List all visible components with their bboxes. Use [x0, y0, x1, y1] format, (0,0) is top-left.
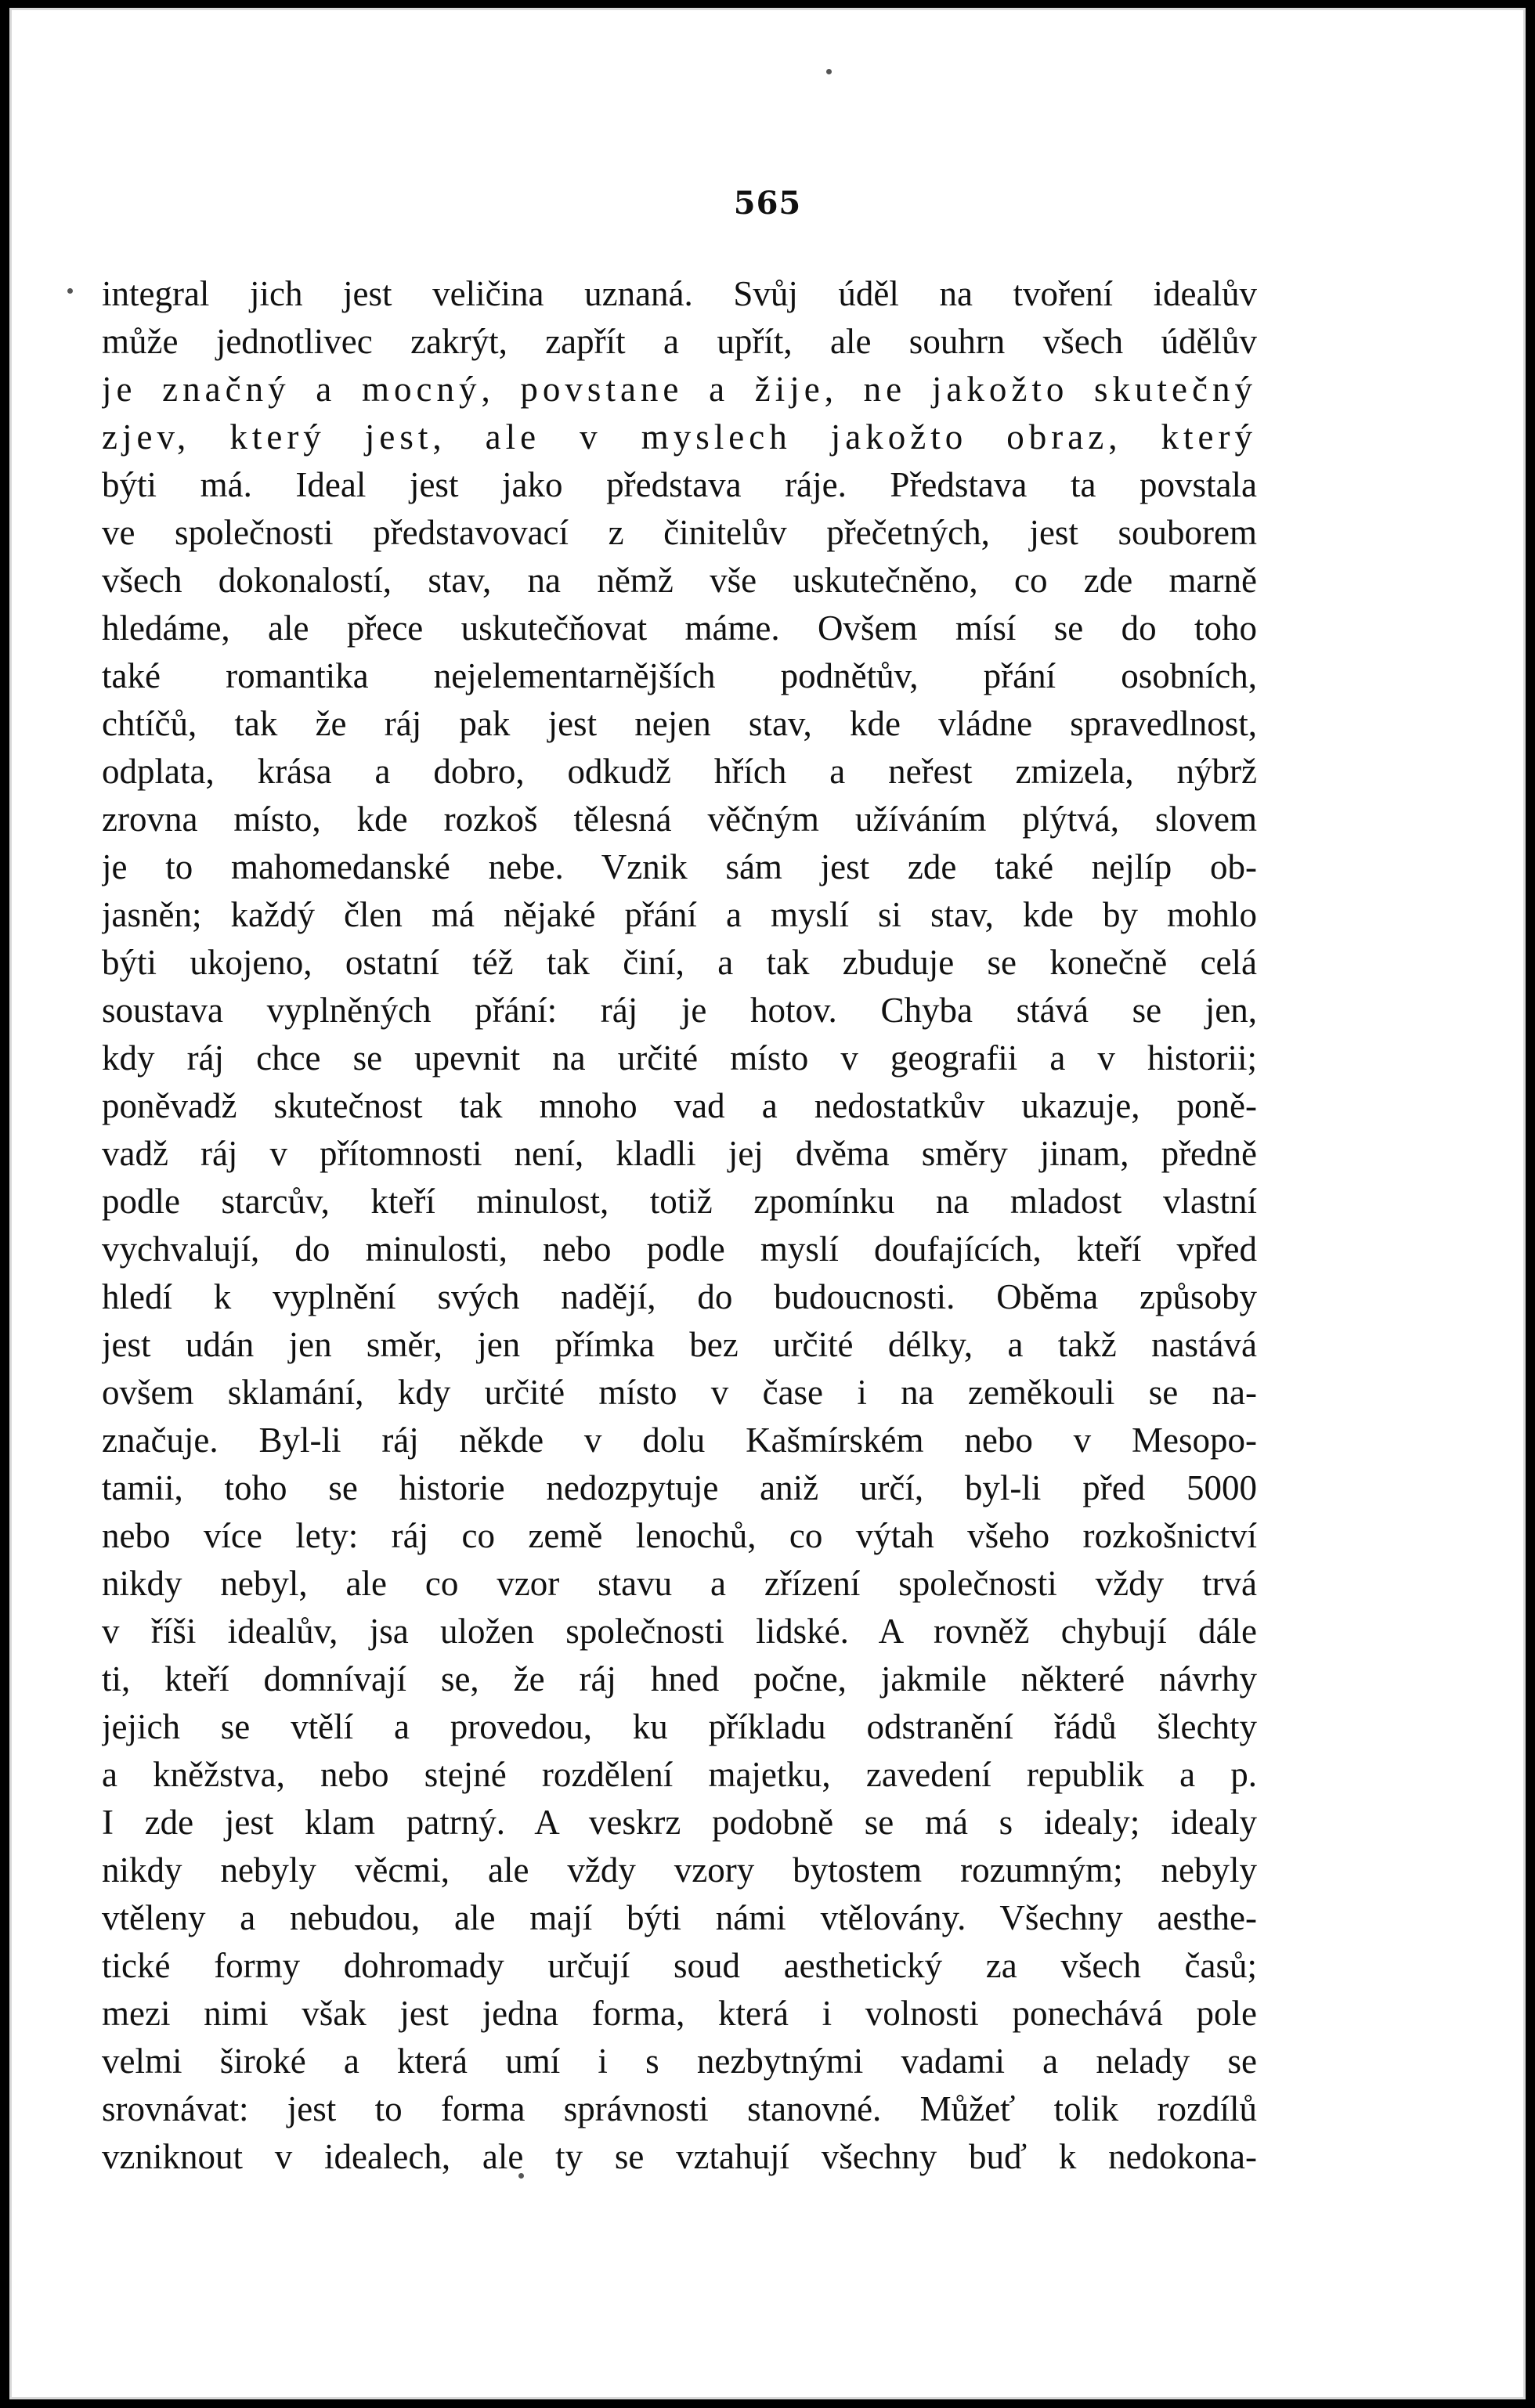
- text-line: jasněn; každý člen má nějaké přání a myslí si stav, kde by mohlo: [102, 895, 1257, 934]
- text-line: býti ukojeno, ostatní též tak činí, a tak zbuduje se konečně celá: [102, 943, 1257, 982]
- text-line: tamii, toho se historie nedozpytuje aniž určí, byl-li před 5000: [102, 1468, 1257, 1507]
- text-line: v říši idealův, jsa uložen společnosti lidské. A rovněž chybují dále: [102, 1612, 1257, 1651]
- text-line: také romantika nejelementarnějších podnětův, přání osobních,: [102, 656, 1257, 695]
- text-line: I zde jest klam patrný. A veskrz podobně se má s idealy; idealy: [102, 1803, 1257, 1842]
- speck-margin: [67, 288, 73, 294]
- text-line: tické formy dohromady určují soud aesthetický za všech časů;: [102, 1946, 1257, 1985]
- text-line: hledí k vyplnění svých nadějí, do budoucnosti. Oběma způsoby: [102, 1277, 1257, 1316]
- body-text: [102, 270, 1257, 2181]
- text-line: býti má. Ideal jest jako představa ráje. Představa ta povstala: [102, 465, 1257, 504]
- text-line: všech dokonalostí, stav, na němž vše uskutečněno, co zde marně: [102, 561, 1257, 600]
- text-line: srovnávat: jest to forma správnosti stanovné. Můžeť tolik rozdílů: [102, 2089, 1257, 2128]
- text-line: nikdy nebyly věcmi, ale vždy vzory bytostem rozumným; nebyly: [102, 1850, 1257, 1890]
- text-line: vychvalují, do minulosti, nebo podle myslí doufajících, kteří vpřed: [102, 1229, 1257, 1269]
- text-line: a kněžstva, nebo stejné rozdělení majetku, zavedení republik a p.: [102, 1755, 1257, 1794]
- text-line: je to mahomedanské nebe. Vznik sám jest zde také nejlíp ob-: [102, 847, 1257, 886]
- text-line: zjev, který jest, ale v myslech jakožto obraz, který: [102, 417, 1257, 457]
- text-line: ti, kteří domnívají se, že ráj hned počne, jakmile některé návrhy: [102, 1659, 1257, 1699]
- text-line: ve společnosti představovací z činitelův přečetných, jest souborem: [102, 513, 1257, 552]
- speck-top: [826, 69, 832, 74]
- text-line: může jednotlivec zakrýt, zapřít a upřít, ale souhrn všech údělův: [102, 322, 1257, 361]
- text-line: velmi široké a která umí i s nezbytnými vadami a nelady se: [102, 2042, 1257, 2081]
- page-number: 565: [733, 185, 802, 222]
- text-line: chtíčů, tak že ráj pak jest nejen stav, kde vládne spravedlnost,: [102, 704, 1257, 743]
- text-line: hledáme, ale přece uskutečňovat máme. Ovšem mísí se do toho: [102, 608, 1257, 648]
- text-line: nebo více lety: ráj co země lenochů, co výtah všeho rozkošnictví: [102, 1516, 1257, 1555]
- text-line: soustava vyplněných přání: ráj je hotov. Chyba stává se jen,: [102, 991, 1257, 1030]
- text-line: podle starcův, kteří minulost, totiž zpomínku na mladost vlastní: [102, 1182, 1257, 1221]
- text-line: kdy ráj chce se upevnit na určité místo v geografii a v historii;: [102, 1038, 1257, 1078]
- text-line: je značný a mocný, povstane a žije, ne jakožto skutečný: [102, 370, 1257, 409]
- book-page: [9, 8, 1526, 2399]
- text-line: jejich se vtělí a provedou, ku příkladu odstranění řádů šlechty: [102, 1707, 1257, 1746]
- text-line: odplata, krása a dobro, odkudž hřích a neřest zmizela, nýbrž: [102, 752, 1257, 791]
- text-line: nikdy nebyl, ale co vzor stavu a zřízení společnosti vždy trvá: [102, 1564, 1257, 1603]
- text-line: vzniknout v idealech, ale ty se vztahují všechny buď k nedokona-: [102, 2137, 1257, 2176]
- text-line: poněvadž skutečnost tak mnoho vad a nedostatkův ukazuje, poně-: [102, 1086, 1257, 1125]
- text-line: vtěleny a nebudou, ale mají býti námi vtělovány. Všechny aesthe-: [102, 1898, 1257, 1937]
- text-line: zrovna místo, kde rozkoš tělesná věčným užíváním plýtvá, slovem: [102, 800, 1257, 839]
- text-line: značuje. Byl-li ráj někde v dolu Kašmírském nebo v Mesopo-: [102, 1421, 1257, 1460]
- text-line: mezi nimi však jest jedna forma, která i volnosti ponechává pole: [102, 1994, 1257, 2033]
- text-line: jest udán jen směr, jen přímka bez určité délky, a takž nastává: [102, 1325, 1257, 1364]
- text-line: ovšem sklamání, kdy určité místo v čase i na zeměkouli se na-: [102, 1373, 1257, 1412]
- text-line: vadž ráj v přítomnosti není, kladli jej dvěma směry jinam, předně: [102, 1134, 1257, 1173]
- text-line: integral jich jest veličina uznaná. Svůj úděl na tvoření idealův: [102, 274, 1257, 313]
